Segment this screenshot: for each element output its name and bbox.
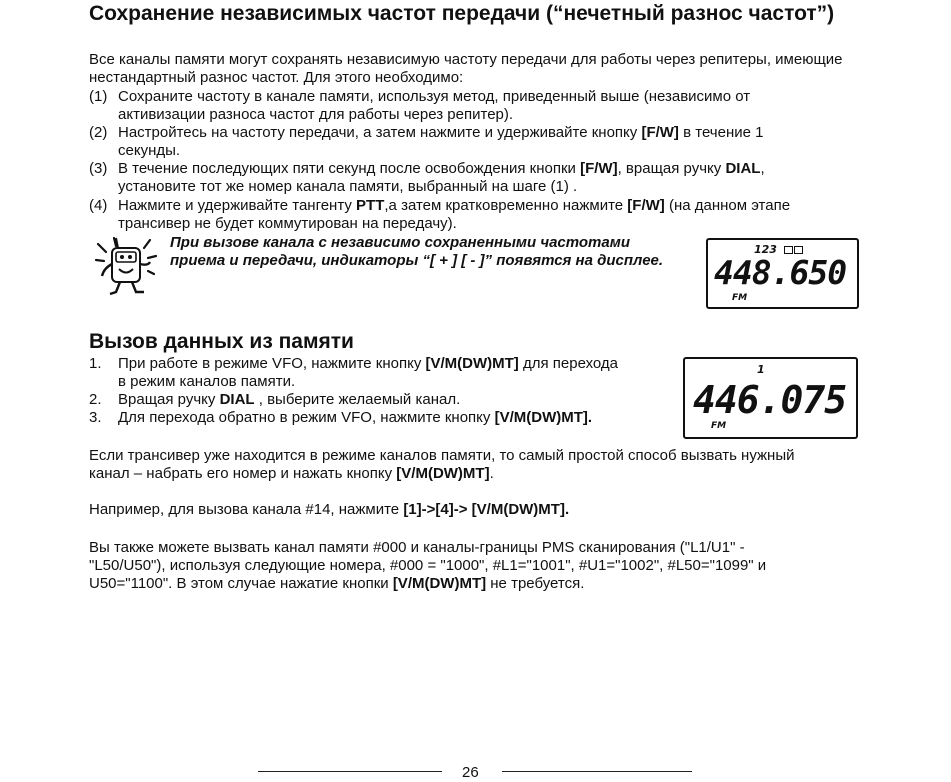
text-run: в режим каналов памяти. (118, 373, 296, 390)
list-item-number: (1) (89, 88, 108, 105)
text-line (118, 88, 868, 106)
lcd-channel-number: 1 (757, 363, 765, 376)
text-line (118, 124, 868, 142)
text-line (89, 447, 879, 465)
text-run: ,а затем кратковременно нажмите (384, 197, 628, 214)
text-line (118, 215, 868, 233)
bold-keyword: [F/W] (627, 197, 665, 214)
paragraph (89, 501, 879, 519)
text-run: Нажмите и удерживайте тангенту (118, 197, 357, 214)
lcd-mode: FM (732, 293, 748, 303)
text-run: U50="1100". В этом случае нажатие кнопки (89, 575, 393, 592)
list-item-number: 3. (89, 409, 102, 426)
text-run: канал – набрать его номер и нажать кнопку (89, 465, 397, 482)
text-run: для перехода (518, 355, 619, 372)
text-run: При работе в режиме VFO, нажмите кнопку (118, 355, 426, 372)
section-title-independent-tx: Сохранение независимых частот передачи (“нечетный разнос частот”) (89, 2, 835, 25)
text-line (89, 539, 879, 557)
text-line (89, 501, 879, 519)
text-run: секунды. (118, 142, 181, 159)
list-item-number: (3) (89, 160, 108, 177)
text-line (118, 197, 868, 215)
text-run: Если трансивер уже находится в режиме каналов памяти, то самый простой способ вызвать нужный (89, 447, 795, 464)
section-title-memory-recall: Вызов данных из памяти (89, 330, 354, 353)
text-run: (на данном этапе (664, 197, 791, 214)
list-item-text (118, 160, 868, 196)
text-line (118, 160, 868, 178)
text-run: не требуется. (486, 575, 585, 592)
list-item-text (118, 355, 678, 391)
lcd-mode: FM (711, 421, 727, 431)
mascot-radio-icon (92, 234, 162, 298)
bold-keyword: [1]->[4]-> [V/M(DW)MT]. (403, 501, 570, 518)
text-run: в течение 1 (678, 124, 764, 141)
text-run: Настройтесь на частоту передачи, а затем нажмите и удерживайте кнопку (118, 124, 642, 141)
text-line (89, 465, 879, 483)
bold-keyword: [V/M(DW)MT] (392, 575, 487, 592)
text-line (118, 142, 868, 160)
bold-keyword: DIAL (725, 160, 761, 177)
lcd-display-446075 (683, 357, 858, 439)
text-line (89, 557, 879, 575)
text-run: активизации разноса частот для работы через репитер). (118, 106, 514, 123)
lcd-frequency: 448.650 (714, 253, 847, 292)
text-run: Например, для вызова канала #14, нажмите (89, 501, 404, 518)
bold-keyword: [V/M(DW)MT] (396, 465, 490, 482)
text-run: Вы также можете вызвать канал памяти #000 и каналы-границы PMS сканирования ("L1/U1" - (89, 539, 745, 556)
footer-rule-right (502, 771, 692, 772)
list-item-number: 1. (89, 355, 102, 372)
text-run: Для перехода обратно в режим VFO, нажмите кнопку (118, 409, 495, 426)
list-item-text (118, 391, 678, 409)
bold-keyword: [F/W] (580, 160, 618, 177)
bold-keyword: [V/M(DW)MT] (425, 355, 519, 372)
text-line (89, 575, 879, 593)
list-item-text (118, 409, 678, 427)
text-line (118, 178, 868, 196)
footer-rule-left (258, 771, 442, 772)
lcd-channel-digits: 123 (754, 243, 777, 256)
list-item-text (118, 124, 868, 160)
note-indicators: При вызове канала с независимо сохраненными частотами приема и передачи, индикаторы “[ + ] [ - ]” появятся на дисплее. (170, 234, 664, 269)
paragraph (89, 539, 879, 593)
text-run: , (760, 160, 765, 177)
text-run: В течение последующих пяти секунд после освобождения кнопки (118, 160, 581, 177)
text-line (118, 355, 678, 373)
list-item-number: 2. (89, 391, 102, 408)
text-run: . (489, 465, 494, 482)
text-run: установите тот же номер канала памяти, выбранный на шаге (1) . (118, 178, 578, 195)
text-line (118, 373, 678, 391)
intro-paragraph: Все каналы памяти могут сохранять независимую частоту передачи для работы через репитеры, имеющие нестандартный разнос частот. Для этого необходимо: (89, 51, 843, 86)
bold-keyword: DIAL (219, 391, 255, 408)
text-line (118, 409, 678, 427)
text-run: "L50/U50"), используя следующие номера, #000 = "1000", #L1="1001", #U1="1002", #L50="1099" и (89, 557, 767, 574)
paragraph (89, 447, 879, 483)
text-line (118, 391, 678, 409)
page-number: 26 (462, 764, 479, 781)
bold-keyword: [V/M(DW)MT]. (494, 409, 593, 426)
bold-keyword: [F/W] (641, 124, 679, 141)
text-run: Вращая ручку (118, 391, 220, 408)
bold-keyword: PTT (356, 197, 385, 214)
list-item-text (118, 197, 868, 233)
text-run: , вращая ручку (617, 160, 726, 177)
lcd-frequency: 446.075 (693, 378, 847, 422)
text-run: , выберите желаемый канал. (254, 391, 461, 408)
text-line (118, 106, 868, 124)
text-run: Сохраните частоту в канале памяти, используя метод, приведенный выше (независимо от (118, 88, 751, 105)
list-item-number: (2) (89, 124, 108, 141)
list-item-number: (4) (89, 197, 108, 214)
lcd-display-448650 (706, 238, 859, 309)
text-run: трансивер не будет коммутирован на передачу). (118, 215, 457, 232)
list-item-text (118, 88, 868, 124)
